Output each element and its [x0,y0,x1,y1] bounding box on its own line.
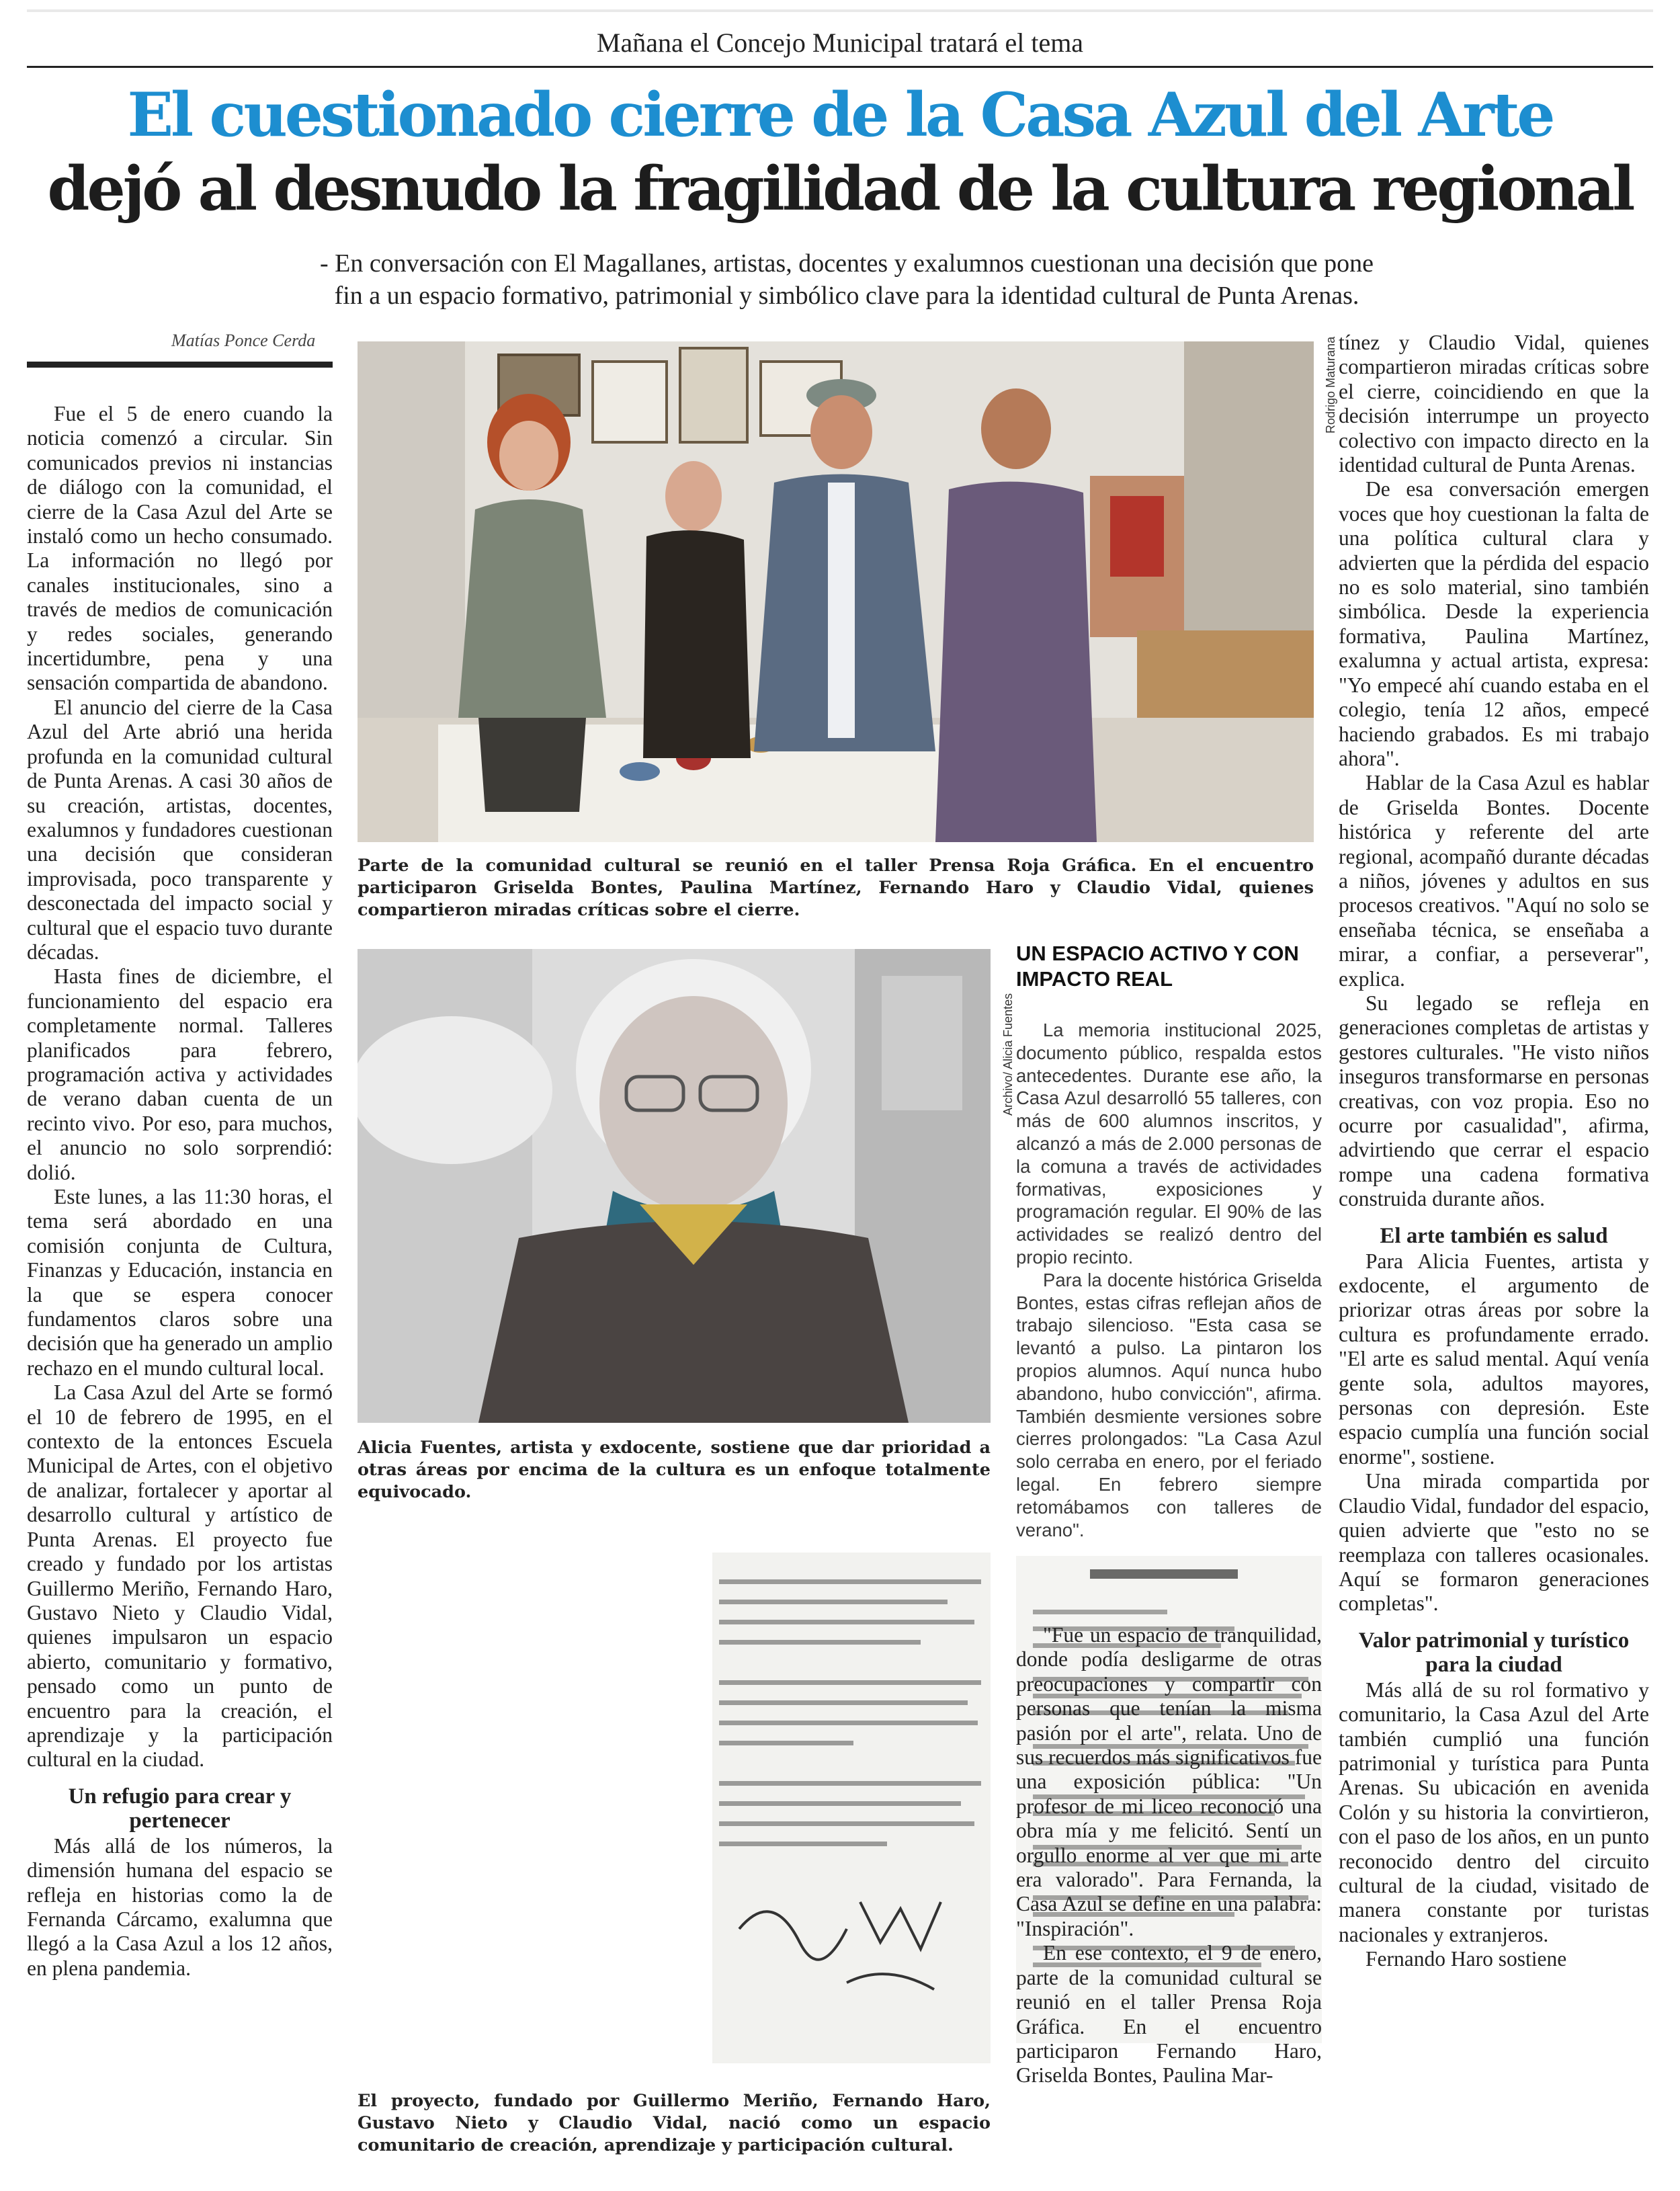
byline-rule [27,362,333,368]
paragraph: Su legado se refleja en generaciones completas de artistas y gestores culturales. "He visto niños inseguros transformarse en personas creativas, con voz propia. Eso no ocurre por casualidad", afirma, advirtiendo que cerrar el espacio rompe una cadena formativa construida durante años. [1339,991,1649,1211]
photo-caption: Parte de la comunidad cultural se reunió en el taller Prensa Roja Gráfica. En el encuentro participaron Griselda Bontes, Paulina Martínez, Fernando Haro y Claudio Vidal, quienes compartieron miradas críticas sobre el cierre. [358,856,1314,920]
paragraph: Una mirada compartida por Claudio Vidal, fundador del espacio, quien advierte que "esto no se reemplaza con talleres ocasionales. Aquí se formaron generaciones completas". [1339,1469,1649,1616]
paragraph: La memoria institucional 2025, documento público, respalda estos antecedentes. Durante ese año, la Casa Azul desarrolló 55 talleres, con más de 600 alumnos inscritos, y alcanzó a más de 2.000 personas de la comuna a través de actividades formativas, exposiciones y programación regular. El 90% de las actividades se realizó dentro del propio recinto. [1016,1020,1322,1268]
kicker: Mañana el Concejo Municipal tratará el tema [596,28,1084,58]
article-column-1 [27,402,333,1981]
group-photo [358,341,1314,842]
photo-credit: Rodrigo Maturana [1324,336,1337,433]
paragraph: Para Alicia Fuentes, artista y exdocente, el argumento de priorizar otras áreas por sobre la cultura es profundamente errado. "El arte es salud mental. Aquí venía gente sola, adultos mayores, personas con depresión. Este espacio cumplía una función social enorme", sostiene. [1339,1249,1649,1469]
headline-line-2: dejó al desnudo la fragilidad de la cultura regional [47,153,1633,224]
paragraph: Este lunes, a las 11:30 horas, el tema será abordado en una comisión conjunta de Cultura, Finanzas y Educación, instancia en la que se espera conocer fundamentos claros sobre una decisión que ha generado un amplio rechazo en el mundo cultural local. [27,1185,333,1380]
subhead: Un refugio para crear y pertenecer [68,1784,292,1833]
article-column-3 [1016,1623,1322,2088]
paragraph: En ese contexto, el 9 de enero, parte de la comunidad cultural se reunió en el taller Prensa Roja Gráfica. En el encuentro participaron Fernando Haro, Griselda Bontes, Paulina Mar- [1016,1941,1322,2087]
paragraph: Hablar de la Casa Azul es hablar de Griselda Bontes. Docente histórica y referente del arte regional, acompañó durante décadas a niños, jóvenes y adultos en sus procesos creativos. "Aquí no solo se enseñaba técnica, se enseñaba a mirar, a confiar, a perseverar", explica. [1339,771,1649,991]
paragraph: El anuncio del cierre de la Casa Azul del Arte abrió una herida profunda en la comunidad cultural de Punta Arenas. A casi 30 años de su creación, artistas, docentes, exalumnos y fundadores cuestionan una decisión que consideran improvisada, poco transparente y desconectada del impacto social y cultural que el espacio tuvo durante décadas. [27,695,333,964]
paragraph: Hasta fines de diciembre, el funcionamiento del espacio era completamente normal. Talleres planificados para febrero, programación activa y actividades de verano daban cuenta de un recinto vivo. Por eso, para muchos, el anuncio no solo sorprendió: dolió. [27,964,333,1184]
subtitle [222,247,1472,312]
portrait-photo [358,949,991,1423]
subtitle-line-2: fin a un espacio formativo, patrimonial y simbólico clave para la identidad cultural de Punta Arenas. [334,282,1359,310]
paragraph: Fue el 5 de enero cuando la noticia comenzó a circular. Sin comunicados previos ni instancias de diálogo con la comunidad, el cierre de la Casa Azul del Arte se instaló como un hecho consumado. La información no llegó por canales institucionales, sino a través de medios de comunicación y redes sociales, generando incertidumbre, pena y una sensación compartida de abandono. [27,402,333,695]
group-photo-illustration [358,341,1314,842]
subhead: El arte también es salud [1380,1223,1608,1248]
document-illustration [712,1553,991,2063]
paragraph: "Fue un espacio de tranquilidad, donde podía desligarme de otras preocupaciones y compartir con personas que tenían la misma pasión por el arte", relata. Uno de sus recuerdos más significativos fue una exposición pública: "Un profesor de mi liceo reconoció una obra mía y me felicitó. Sentí un orgullo enorme al ver que mi arte era valorado". Para Fernanda, la Casa Azul se define en una palabra: "Inspiración". [1016,1623,1322,1940]
subhead: Valor patrimonial y turístico para la ciudad [1358,1628,1630,1677]
sidebar-body [1016,1019,1322,1541]
page-top-rule [27,9,1653,12]
paragraph: Fernando Haro sostiene [1366,1947,1567,1971]
photo-caption: El proyecto, fundado por Guillermo Meriño, Fernando Haro, Gustavo Nieto y Claudio Vidal, nació como un espacio comunitario de creación, aprendizaje y participación cultural. [358,2091,991,2155]
headline-line-1: El cuestionado cierre de la Casa Azul del Arte [127,79,1553,151]
paragraph: tínez y Claudio Vidal, quienes compartieron miradas críticas sobre el cierre, coincidiendo en que la decisión interrumpe un proyecto colectivo con impacto directo en la identidad cultural de Punta Arenas. [1339,331,1649,477]
document-photo [712,1553,991,2063]
photo-caption: Alicia Fuentes, artista y exdocente, sostiene que dar prioridad a otras áreas por encima de la cultura es un enfoque totalmente equivocado. [358,1438,991,1502]
sidebar-title: UN ESPACIO ACTIVO Y CON IMPACTO REAL [1016,942,1299,991]
subtitle-line-1: - En conversación con El Magallanes, artistas, docentes y exalumnos cuestionan una decisión que pone [319,249,1374,278]
paragraph: Más allá de su rol formativo y comunitario, la Casa Azul del Arte también cumplió una función patrimonial y turística para Punta Arenas. Su ubicación en avenida Colón y su historia la convirtieron, con el paso de los años, en un punto reconocido dentro del circuito cultural de la ciudad, visitado de manera constante por turistas nacionales y extranjeros. [1339,1678,1649,1946]
portrait-photo-illustration [358,949,991,1423]
paragraph: De esa conversación emergen voces que hoy cuestionan la falta de una política cultural clara y advierten que la pérdida del espacio no es solo material, sino también simbólica. Desde la experiencia formativa, Paulina Martínez, exalumna y actual artista, expresa: "Yo empecé ahí cuando estaba en el colegio, tenía 12 años, empecé haciendo grabados. Es mi trabajo ahora". [1339,477,1649,770]
sidebar-box [1016,941,1322,1541]
article-column-4 [1339,331,1649,1972]
paragraph: Para la docente histórica Griselda Bontes, estas cifras reflejan años de trabajo silencioso. "Esta casa se levantó a pulso. La pintaron los propios alumnos. Aquí nunca hubo abandono, hubo convicción", afirma. También desmiente versiones sobre cierres prolongados: "La Casa Azul solo cerraba en enero, por el feriado legal. En febrero siempre retomábamos con talleres de verano". [1016,1269,1322,1540]
paragraph: Más allá de los números, la dimensión humana del espacio se refleja en historias como la de Fernanda Cárcamo, exalumna que llegó a la Casa Azul a los 12 años, en plena pandemia. [27,1833,333,1980]
paragraph: La Casa Azul del Arte se formó el 10 de febrero de 1995, en el contexto de la entonces Escuela Municipal de Artes, con el objetivo de analizar, fortalecer y aportar al desarrollo cultural y artístico de Punta Arenas. El proyecto fue creado y fundado por los artistas Guillermo Meriño, Fernando Haro, Gustavo Nieto y Claudio Vidal, quienes impulsaron un espacio abierto, comunitario y formativo, pensado como un punto de encuentro para la creación, el aprendizaje y la participación cultural en la ciudad. [27,1380,333,1772]
kicker-rule [27,66,1653,68]
byline: Matías Ponce Cerda [171,331,316,350]
photo-credit: Archivo/ Alicia Fuentes [1001,993,1015,1116]
